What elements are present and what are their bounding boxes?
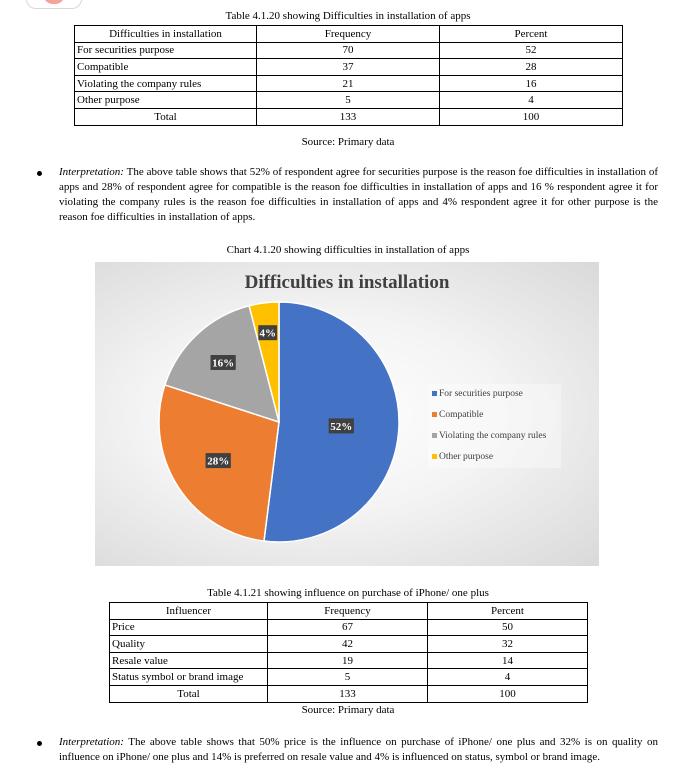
table-cell: Status symbol or brand image — [110, 669, 268, 686]
table-row — [75, 59, 623, 76]
legend-item — [432, 389, 523, 399]
table1 — [74, 25, 623, 126]
legend-label: Violating the company rules — [439, 431, 547, 441]
table-cell: 21 — [257, 75, 440, 92]
table-cell: Total — [110, 685, 268, 702]
legend-label: For securities purpose — [439, 389, 523, 399]
table-row — [110, 652, 588, 669]
table-row — [75, 92, 623, 109]
table-cell: 100 — [428, 685, 588, 702]
pie-data-label-text: 52% — [330, 420, 353, 433]
table-row — [110, 669, 588, 686]
table-cell: 5 — [257, 92, 440, 109]
interpretation-label: Interpretation: — [59, 166, 124, 178]
legend-swatch — [432, 433, 437, 438]
table1-caption: Table 4.1.20 showing Difficulties in installation of apps — [225, 10, 471, 22]
table1-header-row — [75, 26, 623, 43]
bullet-icon — [37, 171, 42, 176]
table2-header-cell: Frequency — [268, 603, 428, 620]
table-cell: 133 — [268, 685, 428, 702]
table-row — [75, 75, 623, 92]
legend-label: Other purpose — [439, 452, 494, 462]
table-row — [110, 636, 588, 653]
chart-title: Difficulties in installation — [244, 272, 450, 293]
table-cell: Quality — [110, 636, 268, 653]
table2-source: Source: Primary data — [301, 704, 395, 716]
table-cell: 50 — [428, 619, 588, 636]
interpretation-text: The above table shows that 52% of respondent agree for securities purpose is the reason foe difficulties in installation of apps and 28% of respondent agree for compatible is the reason foe difficulties in installation of apps and 16 % respondent agree it for violating the company rules is the reason foe difficulties in installation of apps and 4% respondent agree it for other purpose is the reason foe difficulties in installation of apps. — [59, 166, 658, 223]
table-cell: 4 — [440, 92, 623, 109]
table-cell: Compatible — [75, 59, 257, 76]
pie-data-label — [258, 325, 277, 340]
table-cell: 37 — [257, 59, 440, 76]
table1-header-cell: Difficulties in installation — [75, 26, 257, 43]
table-cell: 16 — [440, 75, 623, 92]
pie-data-label — [211, 355, 236, 370]
table-cell: Price — [110, 619, 268, 636]
table-cell: 14 — [428, 652, 588, 669]
table-cell: 67 — [268, 619, 428, 636]
pie-data-label-text: 4% — [259, 327, 276, 340]
table2-header-cell: Influencer — [110, 603, 268, 620]
table2-header-cell: Percent — [428, 603, 588, 620]
table-row — [75, 42, 623, 59]
table1-header-cell: Percent — [440, 26, 623, 43]
table-cell: Violating the company rules — [75, 75, 257, 92]
table2-caption: Table 4.1.21 showing influence on purchase of iPhone/ one plus — [207, 587, 489, 599]
table-cell: 32 — [428, 636, 588, 653]
table-cell: 4 — [428, 669, 588, 686]
legend-label: Compatible — [439, 410, 484, 420]
legend-swatch — [432, 454, 437, 459]
table-cell: 100 — [440, 108, 623, 125]
table-cell: Other purpose — [75, 92, 257, 109]
interpretation-paragraph — [59, 735, 658, 765]
legend-swatch — [432, 412, 437, 417]
legend-swatch — [432, 391, 437, 396]
table-cell: 42 — [268, 636, 428, 653]
table-cell: Total — [75, 108, 257, 125]
interpretation-label: Interpretation: — [59, 736, 124, 748]
chart-caption: Chart 4.1.20 showing difficulties in installation of apps — [226, 244, 470, 256]
table-cell: Resale value — [110, 652, 268, 669]
interpretation-text: The above table shows that 50% price is the influence on purchase of iPhone/ one plus and 32% is on quality on influence on iPhone/ one plus and 14% is preferred on resale value and 4% is influenced on status, symbol or brand image. — [59, 736, 658, 763]
table-cell: 70 — [257, 42, 440, 59]
table-cell: 28 — [440, 59, 623, 76]
logo-fragment — [26, 0, 82, 9]
bullet-icon — [37, 741, 42, 746]
legend-item — [432, 410, 483, 420]
table-total-row — [75, 108, 623, 125]
pie-data-label-text: 28% — [207, 455, 230, 468]
table1-header-cell: Frequency — [257, 26, 440, 43]
table-cell: 5 — [268, 669, 428, 686]
table2-header-row — [110, 603, 588, 620]
table-cell: For securities purpose — [75, 42, 257, 59]
table-cell: 52 — [440, 42, 623, 59]
legend-item — [432, 452, 493, 462]
table-cell: 133 — [257, 108, 440, 125]
table-row — [110, 619, 588, 636]
legend-item — [432, 431, 546, 441]
table2 — [109, 602, 588, 703]
table-total-row — [110, 685, 588, 702]
table1-source: Source: Primary data — [301, 136, 395, 148]
pie-data-label-text: 16% — [212, 357, 235, 370]
pie-data-label — [329, 418, 354, 433]
pie-data-label — [206, 453, 231, 468]
interpretation-paragraph — [59, 165, 658, 225]
table-cell: 19 — [268, 652, 428, 669]
